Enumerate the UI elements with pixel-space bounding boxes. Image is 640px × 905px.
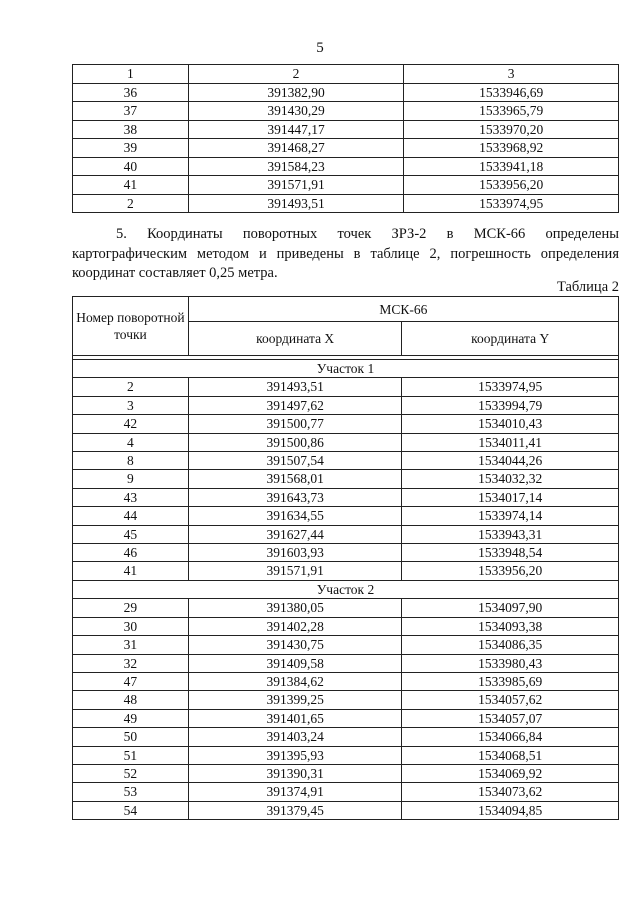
table-row: [73, 728, 619, 746]
table-row: [73, 120, 619, 139]
table-row: [73, 746, 619, 764]
table-cell: 1534073,62: [402, 783, 619, 801]
table-cell: 37: [73, 102, 189, 121]
table-row: [73, 599, 619, 617]
table-cell: 47: [73, 672, 189, 690]
table-cell: 1533965,79: [404, 102, 619, 121]
table-cell: 9: [73, 470, 189, 488]
table-cell: 391507,54: [188, 452, 402, 470]
table-cell: 1533956,20: [404, 176, 619, 195]
table-row: [73, 470, 619, 488]
coordinates-table-2: [72, 296, 619, 820]
table-cell: 1533980,43: [402, 654, 619, 672]
table-cell: 38: [73, 120, 189, 139]
table-cell: 391390,31: [188, 764, 402, 782]
table-cell: 391430,29: [188, 102, 404, 121]
table1-header-row: [73, 65, 619, 84]
header-coordinate-system: МСК-66: [188, 297, 618, 322]
table-cell: 1533956,20: [402, 562, 619, 580]
table-row: [73, 691, 619, 709]
header-point-number: Номер поворотной точки: [73, 297, 189, 356]
table-row: [73, 544, 619, 562]
table-cell: 53: [73, 783, 189, 801]
table-cell: 391447,17: [188, 120, 404, 139]
table-cell: 391430,75: [188, 636, 402, 654]
table-row: [73, 562, 619, 580]
table-cell: 1533943,31: [402, 525, 619, 543]
table-cell: 391379,45: [188, 801, 402, 819]
table-cell: 46: [73, 544, 189, 562]
table-cell: 2: [73, 194, 189, 213]
table-cell: 1533974,14: [402, 507, 619, 525]
table-row: [73, 176, 619, 195]
table-row: [73, 415, 619, 433]
table-cell: 44: [73, 507, 189, 525]
table-cell: 391643,73: [188, 488, 402, 506]
table-cell: 49: [73, 709, 189, 727]
table-caption: Таблица 2: [556, 279, 619, 295]
table-cell: 32: [73, 654, 189, 672]
section-title: Участок 2: [73, 580, 619, 598]
table-cell: 391382,90: [188, 83, 404, 102]
table-row: [73, 783, 619, 801]
table-cell: 1533948,54: [402, 544, 619, 562]
table-cell: 1533970,20: [404, 120, 619, 139]
table-row: [73, 157, 619, 176]
table-cell: 1533974,95: [404, 194, 619, 213]
table-cell: 1534044,26: [402, 452, 619, 470]
table-cell: 1533985,69: [402, 672, 619, 690]
table-cell: 391584,23: [188, 157, 404, 176]
table-cell: 1533994,79: [402, 396, 619, 414]
table-cell: 391568,01: [188, 470, 402, 488]
table-cell: 1534032,32: [402, 470, 619, 488]
table-cell: 391603,93: [188, 544, 402, 562]
table-row: [73, 654, 619, 672]
table-cell: 2: [73, 378, 189, 396]
table-row: [73, 507, 619, 525]
table-cell: 391497,62: [188, 396, 402, 414]
table-cell: 45: [73, 525, 189, 543]
table-cell: 391374,91: [188, 783, 402, 801]
table-cell: 391384,62: [188, 672, 402, 690]
section-row: [73, 580, 619, 598]
table-cell: 1534017,14: [402, 488, 619, 506]
table-cell: 54: [73, 801, 189, 819]
table1-header-cell: 2: [188, 65, 404, 84]
table-cell: 43: [73, 488, 189, 506]
table-row: [73, 194, 619, 213]
table-cell: 1533974,95: [402, 378, 619, 396]
table-cell: 3: [73, 396, 189, 414]
table-cell: 391500,86: [188, 433, 402, 451]
table-cell: 52: [73, 764, 189, 782]
table-cell: 391493,51: [188, 194, 404, 213]
table-row: [73, 396, 619, 414]
table-cell: 1534066,84: [402, 728, 619, 746]
header-coordinate-x: координата X: [188, 322, 402, 356]
table-cell: 48: [73, 691, 189, 709]
table-cell: 1534093,38: [402, 617, 619, 635]
table-cell: 41: [73, 176, 189, 195]
table-cell: 29: [73, 599, 189, 617]
table-cell: 391634,55: [188, 507, 402, 525]
table-cell: 1534057,07: [402, 709, 619, 727]
coordinates-table-continued: [72, 64, 619, 213]
table-cell: 1534097,90: [402, 599, 619, 617]
table-row: [73, 709, 619, 727]
table-cell: 391395,93: [188, 746, 402, 764]
table-cell: 4: [73, 433, 189, 451]
table-cell: 391409,58: [188, 654, 402, 672]
table-cell: 1534094,85: [402, 801, 619, 819]
table-cell: 391468,27: [188, 139, 404, 158]
table-cell: 391493,51: [188, 378, 402, 396]
table-cell: 51: [73, 746, 189, 764]
table-row: [73, 433, 619, 451]
table-row: [73, 636, 619, 654]
table-cell: 36: [73, 83, 189, 102]
table-row: [73, 378, 619, 396]
table-row: [73, 83, 619, 102]
table-cell: 30: [73, 617, 189, 635]
table-cell: 1534011,41: [402, 433, 619, 451]
page-number: 5: [316, 40, 324, 56]
paragraph-text: 5. Координаты поворотных точек ЗРЗ-2 в МСК-66 определены картографическим методом и приведены в таблице 2, погрешность определения координат составляет 0,25 метра.: [72, 226, 619, 282]
table-cell: 1534086,35: [402, 636, 619, 654]
paragraph-5: [72, 225, 619, 284]
table-row: [73, 102, 619, 121]
table-cell: 391627,44: [188, 525, 402, 543]
table-cell: 40: [73, 157, 189, 176]
table-cell: 1534068,51: [402, 746, 619, 764]
table-cell: 391401,65: [188, 709, 402, 727]
table-cell: 1533968,92: [404, 139, 619, 158]
table-cell: 391403,24: [188, 728, 402, 746]
table-cell: 8: [73, 452, 189, 470]
table-row: [73, 801, 619, 819]
table-cell: 39: [73, 139, 189, 158]
table-cell: 391500,77: [188, 415, 402, 433]
table-row: [73, 139, 619, 158]
table-row: [73, 525, 619, 543]
table-cell: 41: [73, 562, 189, 580]
table-row: [73, 617, 619, 635]
table-row: [73, 488, 619, 506]
table1-header-cell: 3: [404, 65, 619, 84]
table-row: [73, 672, 619, 690]
table-cell: 391571,91: [188, 176, 404, 195]
table-cell: 50: [73, 728, 189, 746]
table1-header-cell: 1: [73, 65, 189, 84]
table-cell: 391571,91: [188, 562, 402, 580]
table-cell: 1534057,62: [402, 691, 619, 709]
table-cell: 391380,05: [188, 599, 402, 617]
table-cell: 391402,28: [188, 617, 402, 635]
table-cell: 31: [73, 636, 189, 654]
header-coordinate-y: координата Y: [402, 322, 619, 356]
section-row: [73, 360, 619, 378]
table-cell: 42: [73, 415, 189, 433]
table-row: [73, 452, 619, 470]
table-cell: 391399,25: [188, 691, 402, 709]
section-title: Участок 1: [73, 360, 619, 378]
table-row: [73, 764, 619, 782]
table-cell: 1534010,43: [402, 415, 619, 433]
table-cell: 1534069,92: [402, 764, 619, 782]
table-cell: 1533941,18: [404, 157, 619, 176]
table-cell: 1533946,69: [404, 83, 619, 102]
